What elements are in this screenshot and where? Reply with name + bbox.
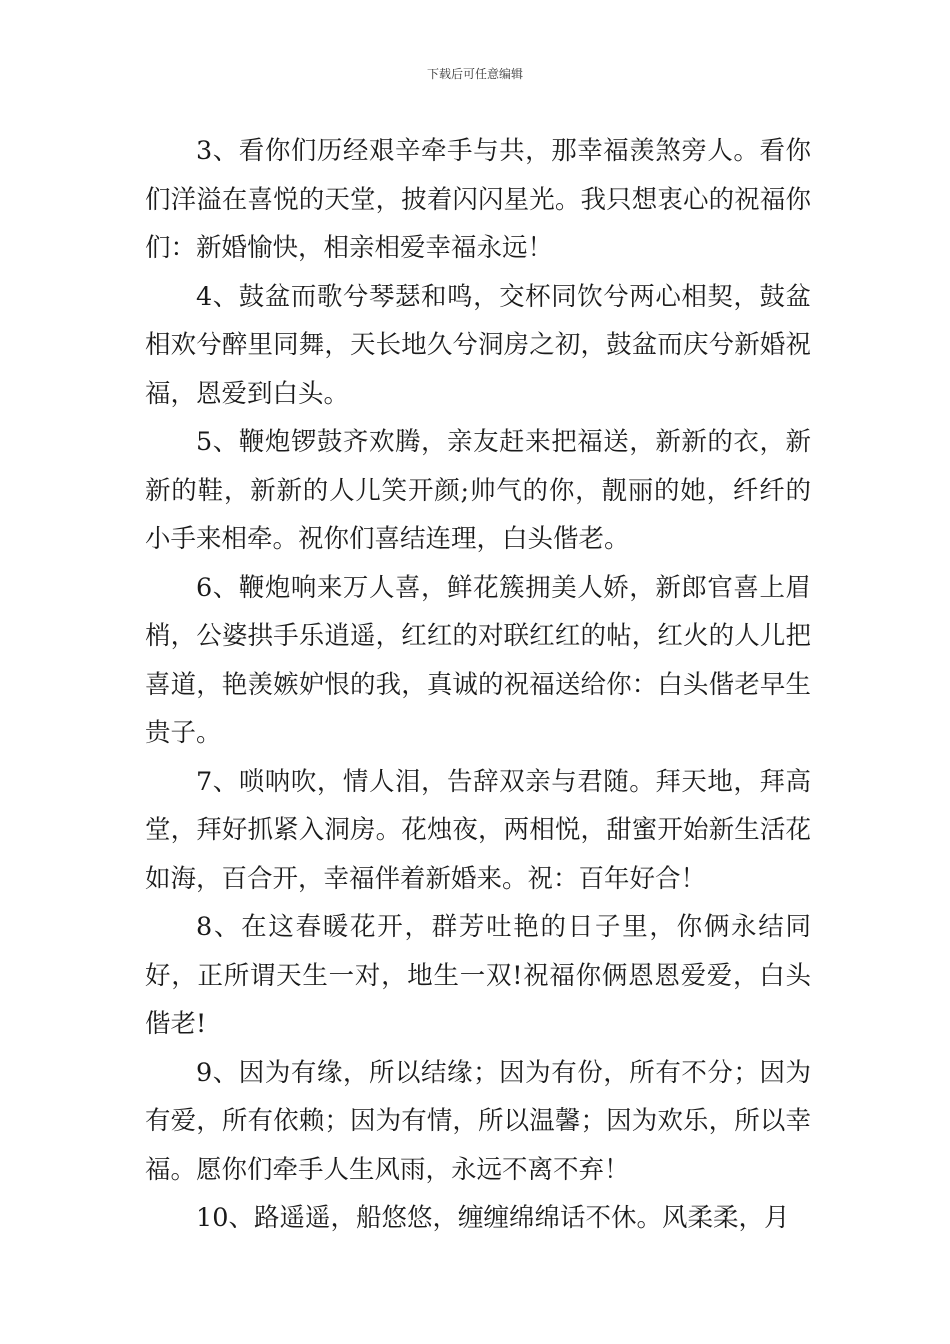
paragraph-3: 3、看你们历经艰辛牵手与共，那幸福羡煞旁人。看你们洋溢在喜悦的天堂，披着闪闪星光。我只想衷心的祝福你们：新婚愉快，相亲相爱幸福永远！ (145, 136, 811, 263)
document-body (145, 127, 811, 1243)
paragraph-10: 10、路遥遥，船悠悠，缠缠绵绵话不休。风柔柔，月 (196, 1203, 790, 1233)
page-header: 下载后可任意编辑 (426, 67, 523, 81)
paragraph-5: 5、鞭炮锣鼓齐欢腾，亲友赶来把福送，新新的衣，新新的鞋，新新的人儿笑开颜;帅气的你，靓丽的她，纤纤的小手来相牵。祝你们喜结连理，白头偕老。 (145, 427, 811, 554)
paragraph-9: 9、因为有缘，所以结缘；因为有份，所有不分；因为有爱，所有依赖；因为有情，所以温馨；因为欢乐，所以幸福。愿你们牵手人生风雨，永远不离不弃！ (145, 1057, 811, 1185)
paragraph-8: 8、在这春暖花开，群芳吐艳的日子里，你俩永结同好，正所谓天生一对，地生一双!祝福你俩恩恩爱爱，白头偕老! (145, 912, 811, 1039)
paragraph-6: 6、鞭炮响来万人喜，鲜花簇拥美人娇，新郎官喜上眉梢，公婆拱手乐逍遥，红红的对联红红的帖，红火的人儿把喜道，艳羡嫉妒恨的我，真诚的祝福送给你：白头偕老早生贵子。 (145, 572, 811, 748)
paragraph-4: 4、鼓盆而歌兮琴瑟和鸣，交杯同饮兮两心相契，鼓盆相欢兮醉里同舞，天长地久兮洞房之初，鼓盆而庆兮新婚祝福，恩爱到白头。 (145, 281, 811, 409)
paragraph-7: 7、唢呐吹，情人泪，告辞双亲与君随。拜天地，拜高堂，拜好抓紧入洞房。花烛夜，两相悦，甜蜜开始新生活花如海，百合开，幸福伴着新婚来。祝：百年好合！ (145, 766, 811, 894)
